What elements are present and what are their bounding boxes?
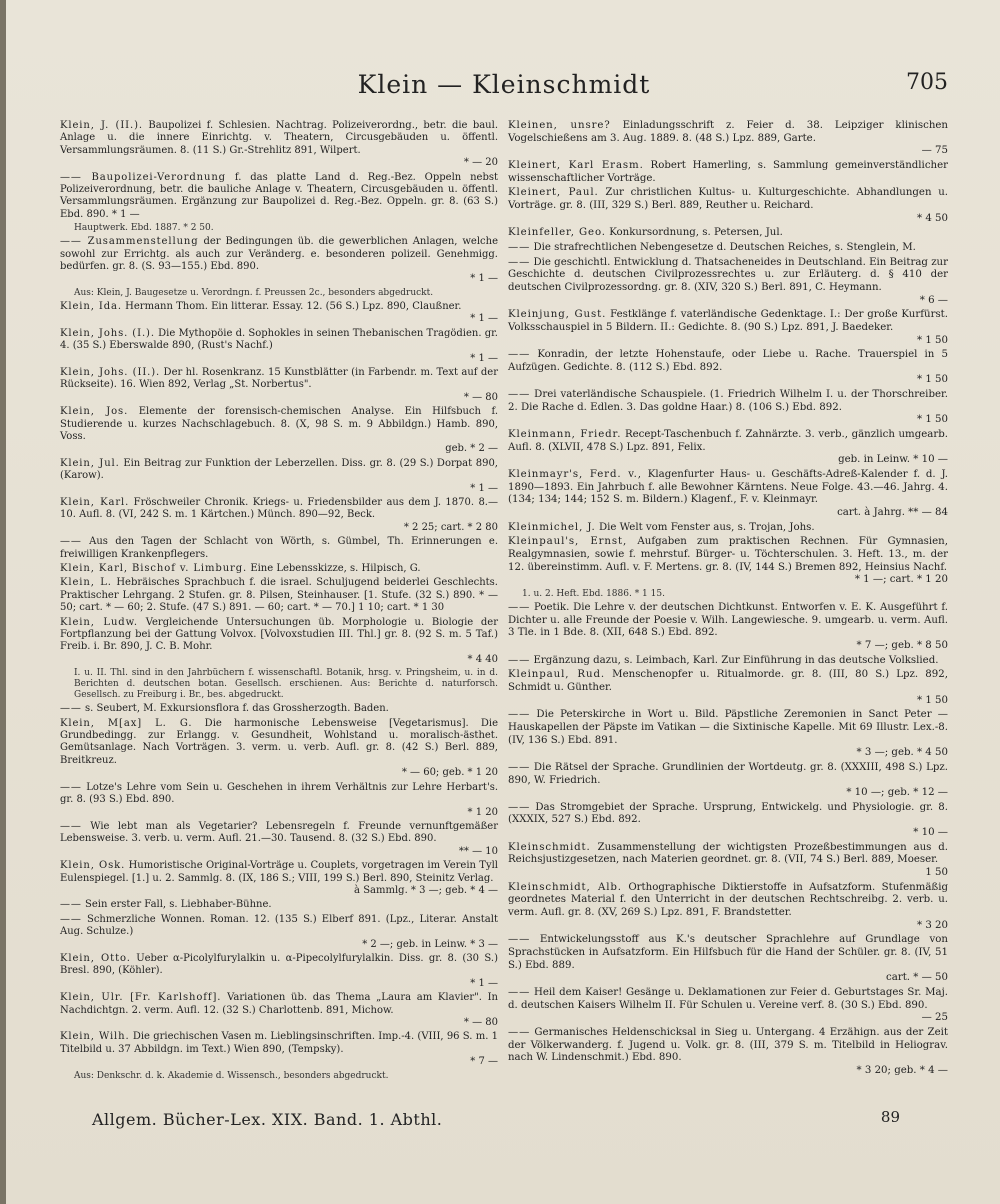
entry-description: Lotze's Lehre vom Sein u. Geschehen in ihrem Verhältnis zur Lehre Herbart's. gr. 8. (93 S.) Ebd. 890.: [60, 781, 499, 806]
entry-heading: ——: [60, 781, 82, 793]
entry-description: Baupolizei f. Schlesien. Nachtrag. Polizeiverordng., betr. die baul. Anlage u. die innere Einrichtg. v. Theatern, Circusgebäuden u. öffentl. Versammlungsräumen. 8. (11 S.) Gr.-Strehlitz 891, Wilpert.: [60, 120, 499, 156]
bibliographic-entry: [60, 992, 498, 1029]
bibliographic-entry: [60, 953, 498, 990]
entry-note: 1. u. 2. Heft. Ebd. 1886. * 1 15.: [522, 588, 665, 599]
bibliographic-entry: [508, 309, 948, 347]
entry-heading: Kleinfeller, Geo.: [508, 227, 606, 239]
bibliographic-entry: [508, 762, 948, 800]
page-header: [60, 66, 948, 102]
entry-heading: ——: [508, 601, 531, 613]
entry-price: * — 20: [463, 157, 498, 169]
entry-price: * 2 25; cart. * 2 80: [403, 521, 498, 533]
entry-heading: Kleinmann, Friedr.: [508, 429, 622, 441]
bibliographic-entry: [508, 987, 948, 1025]
entry-description: Die harmonische Lebensweise [Vegetarismus]. Die Grundbedingg. zur Erlangg. v. Gesundheit, Wohlstand u. moralisch-ästhet. Gemütsanlage. Nach Vorträgen. 3. verm. u. verb. Aufl. gr. 8. (42 S.) Berl. 889, Breitkreuz.: [60, 717, 498, 766]
entry-description: Vergleichende Untersuchungen üb. Morphologie u. Biologie der Fortpflanzung bei der Gattung Volvox. [Volvoxstudien III. Thl.] gr. 8. (92 S. m. 5 Taf.) Freib. i. Br. 890, J. C. B. Mohr.: [60, 616, 499, 653]
bibliographic-entry: [60, 563, 498, 575]
entry-description: Klagenfurter Haus- u. Geschäfts-Adreß-Kalender f. d. J. 1890—1893. Ein Jahrbuch f. alle Bewohner Kärntens. Neue Folge. 43.—46. Jahrg. 4. (134; 134; 144; 152 S. m. Bildern.) Klagenf., F. v. Kleinmayr.: [508, 469, 949, 506]
bibliographic-entry: [508, 187, 948, 225]
entry-description: Wie lebt man als Vegetarier? Lebensregeln f. Freunde vernunftgemäßer Lebensweise. 3. verb. u. verm. Aufl. 21.—30. Tausend. 8. (32 S.) Ebd. 890.: [60, 820, 498, 845]
entry-description: der Bedingungen üb. die gewerblichen Anlagen, welche sowohl zur Errichtg. als auch zur Veränderg. e. besonderen polizeil. Genehmigg. bedürfen. gr. 8. (S. 93—155.) Ebd. 890.: [60, 236, 498, 273]
bibliographic-entry: [508, 227, 948, 240]
entry-price: * — 60; geb. * 1 20: [401, 767, 498, 779]
entry-description: Aufgaben zum praktischen Rechnen. Für Gymnasien, Realgymnasien, sowie f. mehrstuf. Bürger- u. Töchterschulen. 3. Heft. 13., m. der 12. übereinstimm. Aufl. v. F. Mertens. gr. 8. (IV, 144 S.) Bremen 892, Heinsius Nachf.: [508, 536, 948, 573]
entry-description: Die Welt vom Fenster aus, s. Trojan, Johs.: [598, 521, 815, 533]
entry-description: Schmerzliche Wonnen. Roman. 12. (135 S.) Elberf 891. (Lpz., Literar. Anstalt Aug. Schulze.): [60, 913, 498, 938]
entry-description: Ein Beitrag zur Funktion der Leberzellen. Diss. gr. 8. (29 S.) Dorpat 890, (Karow).: [60, 457, 498, 482]
entry-heading: Klein, Otto.: [60, 952, 131, 964]
entry-note: I. u. II. Thl. sind in den Jahrbüchern f. wissenschaftl. Botanik, hrsg. v. Pringsheim, u. in d. Berichten d. deutschen botan. Gesellsch. erschienen. Aus: Berichte d. naturforsch. Gesellsch. zu Freiburg i. Br., bes. abgedruckt.: [74, 668, 498, 701]
entry-heading: Kleinschmidt.: [508, 841, 591, 853]
bibliographic-entry: [508, 257, 948, 308]
bibliographic-entry: [508, 349, 948, 387]
bibliographic-entry: [60, 458, 498, 495]
footer-title: Allgem. Bücher-Lex. XIX. Band. 1. Abthl.: [92, 1110, 443, 1129]
bibliographic-entry: [508, 934, 948, 985]
entry-heading: Klein, Karl, Bischof v. Limburg.: [60, 563, 248, 574]
bibliographic-entry: [60, 497, 498, 534]
bibliographic-entry: [60, 120, 498, 170]
bibliographic-entry: [508, 1027, 948, 1078]
entry-price: — 75: [921, 145, 948, 157]
entry-price: * 1 —: [470, 482, 498, 494]
bibliographic-entry: [508, 120, 948, 158]
entry-heading: ——: [508, 389, 531, 401]
entry-description: Hebräisches Sprachbuch f. die israel. Schuljugend beiderlei Geschlechts. Praktischer Lehrgang. 2 Stufen. gr. 8. Pilsen, Steinhauser. [1. Stufe. (32 S.) 890. * — 50; cart. * — 60; 2. Stufe. (47 S.) 891. — 60; cart. * — 70.] 1 10; cart. * 1 30: [60, 577, 498, 614]
bibliographic-entry: [60, 617, 498, 667]
entry-price: * 1 —: [470, 273, 498, 285]
bibliographic-entry: [60, 914, 498, 951]
entry-heading: Kleinert, Karl Erasm.: [508, 159, 644, 171]
entry-description: Konradin, der letzte Hohenstaufe, oder Liebe u. Rache. Trauerspiel in 5 Aufzügen. Gedichte. 8. (112 S.) Ebd. 892.: [508, 349, 948, 373]
entry-heading: Kleinschmidt, Alb.: [508, 881, 622, 893]
entry-description: Eine Lebensskizze, s. Hilpisch, G.: [250, 563, 421, 574]
entry-price: * 1 —; cart. * 1 20: [854, 574, 948, 586]
entry-description: Die Mythopöie d. Sophokles in seinen Thebanischen Tragödien. gr. 4. (35 S.) Eberswalde 890, (Rust's Nachf.): [60, 327, 498, 352]
entry-heading: Kleinmayr's, Ferd. v.,: [508, 469, 642, 481]
entry-heading: ——: [60, 703, 82, 715]
bibliographic-entry: [508, 160, 948, 185]
entry-description: Hermann Thom. Ein litterar. Essay. 12. (56 S.) Lpz. 890, Claußner.: [125, 300, 462, 312]
entry-heading: Klein, Jos.: [60, 406, 129, 418]
entry-description: Die Rätsel der Sprache. Grundlinien der Wortdeutg. gr. 8. (XXXIII, 498 S.) Lpz. 890, W. Friedrich.: [508, 761, 948, 786]
entry-heading: ——: [508, 934, 531, 946]
entry-price: * 1 50: [916, 334, 948, 346]
bibliographic-entry: [60, 821, 498, 858]
entry-description: Das Stromgebiet der Sprache. Ursprung, Entwickelg. und Physiologie. gr. 8. (XXXIX, 527 S.) Ebd. 892.: [508, 801, 948, 826]
entry-heading: —— Zusammenstellung: [60, 236, 199, 248]
entry-description: Humoristische Original-Vorträge u. Couplets, vorgetragen im Verein Tyll Eulenspiegel. [1.] u. 2. Sammlg. 8. (IX, 186 S.; VIII, 199 S.) Berl. 890, Steinitz Verlag.: [60, 860, 499, 884]
entry-price: * 10 —; geb. * 12 —: [846, 787, 948, 799]
entry-heading: Klein, M[ax] L. G.: [60, 717, 193, 729]
bibliographic-entry: [508, 655, 948, 668]
bibliographic-entry: [508, 242, 948, 255]
entry-description: Germanisches Heldenschicksal in Sieg u. Untergang. 4 Erzähign. aus der Zeit der Völkerwanderg. f. Jugend u. Volk. gr. 8. (III, 379 S. m. Titelbild in Heliograv. nach W. Lindenschmit.) Ebd. 890.: [508, 1026, 948, 1064]
bibliographic-entry: [508, 802, 948, 840]
entry-price: à Sammlg. * 3 —; geb. * 4 —: [354, 884, 498, 896]
entry-price: * 3 20; geb. * 4 —: [856, 1064, 948, 1076]
entry-heading: Klein, Osk.: [60, 860, 126, 872]
entry-price: — 25: [921, 1012, 948, 1024]
bibliographic-entry: [60, 899, 498, 911]
entry-price: 1 50: [925, 867, 948, 879]
running-title: Klein — Kleinschmidt: [357, 70, 651, 99]
entry-heading: ——: [508, 709, 531, 721]
entry-description: Variationen üb. das Thema „Laura am Klavier". In Nachdichtgn. 2. verm. Aufl. 12. (32 S.) Charlottenb. 891, Michow.: [60, 992, 498, 1016]
entry-description: Konkursordnung, s. Petersen, Jul.: [609, 227, 783, 239]
entry-price: * 3 20: [916, 919, 948, 931]
entry-heading: ——: [508, 654, 531, 666]
bibliographic-entry: [508, 536, 948, 587]
entry-description: Poetik. Die Lehre v. der deutschen Dichtkunst. Entworfen v. E. K. Ausgeführt f. Dichter u. alle Freunde der Poesie v. Wilh. Langewiesche. 9. umgearb. u. verm. Aufl. 3 Tle. in 1 Bde. 8. (XII, 648 S.) Ebd. 892.: [508, 601, 948, 639]
entry-price: * 7 —; geb. * 8 50: [856, 639, 948, 651]
entry-description: Zur christlichen Kultus- u. Kulturgeschichte. Abhandlungen u. Vorträge. gr. 8. (III, 329 S.) Berl. 889, Reuther u. Reichard.: [508, 187, 948, 211]
entry-price: * 6 —: [919, 294, 948, 306]
bibliographic-entry: [60, 860, 498, 897]
entry-heading: Klein, Wilh.: [60, 1031, 130, 1043]
entry-heading: ——: [60, 820, 82, 832]
bibliographic-entry: [60, 301, 498, 326]
bibliographic-entry: [60, 367, 498, 404]
entry-price: * — 80: [463, 1017, 498, 1028]
entry-description: Zusammenstellung der wichtigsten Prozeßbestimmungen aus d. Reichsjustizgesetzen, nach Materien geordnet. gr. 8. (VII, 74 S.) Berl. 889, Moeser.: [508, 841, 948, 866]
entry-heading: —— Baupolizei-Verordnung: [60, 171, 226, 183]
signature-mark: 89: [880, 1108, 900, 1126]
page-footer: [92, 1110, 900, 1136]
bibliographic-entry: [60, 406, 498, 456]
entry-description: Einladungsschrift z. Feier d. 38. Leipziger klinischen Vogelschießens am 3. Aug. 1889. 8. (48 S.) Lpz. 889, Garte.: [508, 120, 948, 144]
entry-description: s. Seubert, M. Exkursionsflora f. das Grossherzogth. Baden.: [85, 703, 389, 715]
entry-heading: ——: [508, 241, 531, 253]
entry-price: * 4 40: [467, 653, 498, 665]
entry-heading: ——: [508, 349, 531, 361]
entry-description: Heil dem Kaiser! Gesänge u. Deklamationen zur Feier d. Geburtstages Sr. Maj. d. deutschen Kaisers Wilhelm II. Für Schulen u. Vereine verf. 8. (30 S.) Ebd. 890.: [508, 987, 948, 1011]
entry-heading: ——: [508, 761, 531, 773]
entry-heading: Kleinpaul, Rud.: [508, 669, 606, 681]
entry-heading: ——: [60, 913, 82, 925]
entry-description: Drei vaterländische Schauspiele. (1. Friedrich Wilhelm I. u. der Thorschreiber. 2. Die Rache d. Edlen. 3. Das goldne Haar.) 8. (106 S.) Ebd. 892.: [508, 389, 948, 413]
entry-description: Die strafrechtlichen Nebengesetze d. Deutschen Reiches, s. Stenglein, M.: [533, 241, 916, 253]
bibliographic-entry: [60, 236, 498, 286]
entry-heading: Klein, Karl.: [60, 496, 130, 508]
entry-price: geb. in Leinw. * 10 —: [838, 454, 948, 466]
bibliographic-entry: [60, 782, 498, 819]
bibliographic-entry: [508, 429, 948, 467]
bibliographic-entry: [60, 536, 498, 561]
entry-price: * 1 —: [470, 352, 498, 364]
bibliographic-entry: [508, 842, 948, 880]
bibliographic-entry: [508, 389, 948, 427]
entry-note: Hauptwerk. Ebd. 1887. * 2 50.: [74, 223, 214, 234]
entry-price: * 3 —; geb. * 4 50: [856, 747, 948, 759]
entry-heading: Klein, J. (II.).: [60, 120, 143, 131]
entry-heading: Kleinert, Paul.: [508, 187, 599, 199]
entry-heading: Klein, Ulr. [Fr. Karlshoff].: [60, 992, 222, 1004]
entry-description: Entwickelungsstoff aus K.'s deutscher Sprachlehre auf Grundlage von Sprachstücken in Aufsatzform. Ein Hilfsbuch für die Hand der Schüler. gr. 8. (IV, 51 S.) Ebd. 889.: [508, 934, 948, 971]
bibliographic-entry: [60, 703, 498, 715]
bibliographic-entry: [508, 469, 948, 520]
entry-heading: Klein, Johs. (I.).: [60, 327, 155, 339]
left-column: [60, 120, 498, 1084]
entry-description: Robert Hamerling, s. Sammlung gemeinverständlicher wissenschaftlicher Vorträge.: [508, 159, 948, 184]
bibliographic-entry: [60, 1031, 498, 1068]
entry-heading: ——: [508, 256, 531, 268]
bibliographic-entry: [508, 709, 948, 760]
bibliographic-entry: [508, 882, 948, 933]
entry-price: * 1 —: [470, 313, 498, 325]
entry-description: Aus den Tagen der Schlacht von Wörth, s. Gümbel, Th. Erinnerungen e. freiwilligen Krankenpflegers.: [60, 536, 498, 560]
entry-heading: ——: [60, 536, 82, 548]
entry-price: * 1 50: [916, 414, 948, 426]
entry-price: * 4 50: [916, 212, 948, 224]
entry-note: Aus: Klein, J. Baugesetze u. Verordngn. f. Preussen 2c., besonders abgedruckt.: [74, 287, 434, 298]
entry-description: Der hl. Rosenkranz. 15 Kunstblätter (in Farbendr. m. Text auf der Rückseite). 16. Wien 892, Verlag „St. Norbertus".: [60, 366, 498, 391]
bibliographic-entry: [60, 577, 498, 614]
entry-heading: Kleinen, unsre?: [508, 120, 611, 131]
entry-price: * 1 —: [470, 977, 498, 989]
entry-price: cart. à Jahrg. ** — 84: [837, 507, 948, 519]
bibliographic-entry: [508, 602, 948, 653]
entry-heading: Klein, Johs. (II.).: [60, 366, 161, 378]
entry-description: Recept-Taschenbuch f. Zahnärzte. 3. verb., gänzlich umgearb. Aufl. 8. (XLVII, 478 S.) Lpz. 891, Felix.: [508, 429, 948, 453]
entry-description: Fröschweiler Chronik. Kriegs- u. Friedensbilder aus dem J. 1870. 8.—10. Aufl. 8. (VI, 242 S. m. 1 Kärtchen.) Münch. 890—92, Beck.: [60, 496, 498, 521]
page-number: 705: [906, 70, 948, 95]
entry-price: cart. * — 50: [886, 972, 948, 984]
entry-heading: Kleinjung, Gust.: [508, 309, 607, 321]
entry-description: Menschenopfer u. Ritualmorde. gr. 8. (III, 80 S.) Lpz. 892, Schmidt u. Günther.: [508, 669, 948, 693]
bibliographic-entry: [60, 328, 498, 365]
bibliographic-entry: [60, 718, 498, 780]
entry-description: f. das platte Land d. Reg.-Bez. Oppeln nebst Polizeiverordnung, betr. die bauliche Anlage v. Theatern, Circusgebäuden u. öffentl. Versammlungsräumen. Ergänzung zur Baupolizei d. Reg.-Bez. Oppeln. gr. 8. (63 S.) Ebd. 890. * 1 —: [60, 171, 498, 220]
right-column: [508, 120, 948, 1080]
bibliographic-entry: [60, 172, 498, 222]
entry-description: Ueber α-Picolylfurylalkin u. α-Pipecolylfurylalkin. Diss. gr. 8. (30 S.) Bresl. 890, (Köhler).: [60, 952, 498, 977]
entry-description: Orthographische Diktierstoffe in Aufsatzform. Stufenmäßig geordnetes Material f. den Unterricht in der deutschen Rechtschreibg. 2. verb. u. verm. Aufl. gr. 8. (XV, 269 S.) Lpz. 891, F. Brandstetter.: [508, 881, 948, 919]
entry-description: Ergänzung dazu, s. Leimbach, Karl. Zur Einführung in das deutsche Volkslied.: [533, 654, 939, 666]
entry-description: Elemente der forensisch-chemischen Analyse. Ein Hilfsbuch f. Studierende u. kurzes Nachschlagebuch. 8. (X, 98 S. m. 9 Abbildgn.) Hamb. 890, Voss.: [60, 406, 499, 442]
entry-price: * 7 —: [470, 1056, 498, 1068]
entry-note: Aus: Denkschr. d. k. Akademie d. Wissensch., besonders abgedruckt.: [74, 1070, 389, 1081]
entry-description: Die griechischen Vasen m. Lieblingsinschriften. Imp.-4. (VIII, 96 S. m. 1 Titelbild u. 37 Abbildgn. im Text.) Wien 890, (Tempsky).: [60, 1031, 498, 1055]
entry-description: Festklänge f. vaterländische Gedenktage. I.: Der große Kurfürst. Volksschauspiel in 5 Bildern. II.: Gedichte. 8. (90 S.) Lpz. 891, J. Baedeker.: [508, 309, 949, 333]
entry-heading: ——: [508, 801, 531, 813]
entry-price: * 10 —: [913, 827, 948, 839]
bibliographic-entry: [508, 522, 948, 535]
entry-price: * 1 50: [916, 694, 948, 706]
entry-heading: Kleinmichel, J.: [508, 521, 596, 533]
entry-description: Sein erster Fall, s. Liebhaber-Bühne.: [85, 899, 272, 911]
entry-price: * 2 —; geb. in Leinw. * 3 —: [362, 938, 498, 950]
entry-price: * — 80: [463, 391, 498, 403]
entry-heading: ——: [508, 987, 531, 998]
entry-heading: Klein, Ida.: [60, 300, 122, 312]
entry-heading: Klein, L.: [60, 577, 112, 589]
bibliographic-entry: [508, 669, 948, 707]
entry-price: ** — 10: [458, 845, 498, 857]
entry-price: geb. * 2 —: [445, 443, 498, 455]
entry-heading: Klein, Ludw.: [60, 616, 138, 628]
entry-price: * 1 20: [467, 806, 498, 818]
entry-price: * 1 50: [916, 374, 948, 386]
entry-heading: Kleinpaul's, Ernst,: [508, 536, 628, 548]
entry-description: Die Peterskirche in Wort u. Bild. Päpstliche Zeremonien in Sanct Peter — Hauskapellen der Päpste im Vatikan — die Sixtinische Kapelle. Mit 69 Illustr. Lex.-8. (IV, 136 S.) Ebd. 891.: [508, 709, 948, 746]
entry-heading: ——: [60, 899, 82, 911]
entry-heading: Klein, Jul.: [60, 457, 120, 469]
entry-heading: ——: [508, 1026, 531, 1038]
entry-description: Die geschichtl. Entwicklung d. Thatsacheneides in Deutschland. Ein Beitrag zur Geschichte d. deutschen Civilprozessrechtes u. zur Erläuterg. d. § 410 der deutschen Civilprozessordng. gr. 8. (XIV, 320 S.) Berl. 891, C. Heymann.: [508, 256, 948, 293]
